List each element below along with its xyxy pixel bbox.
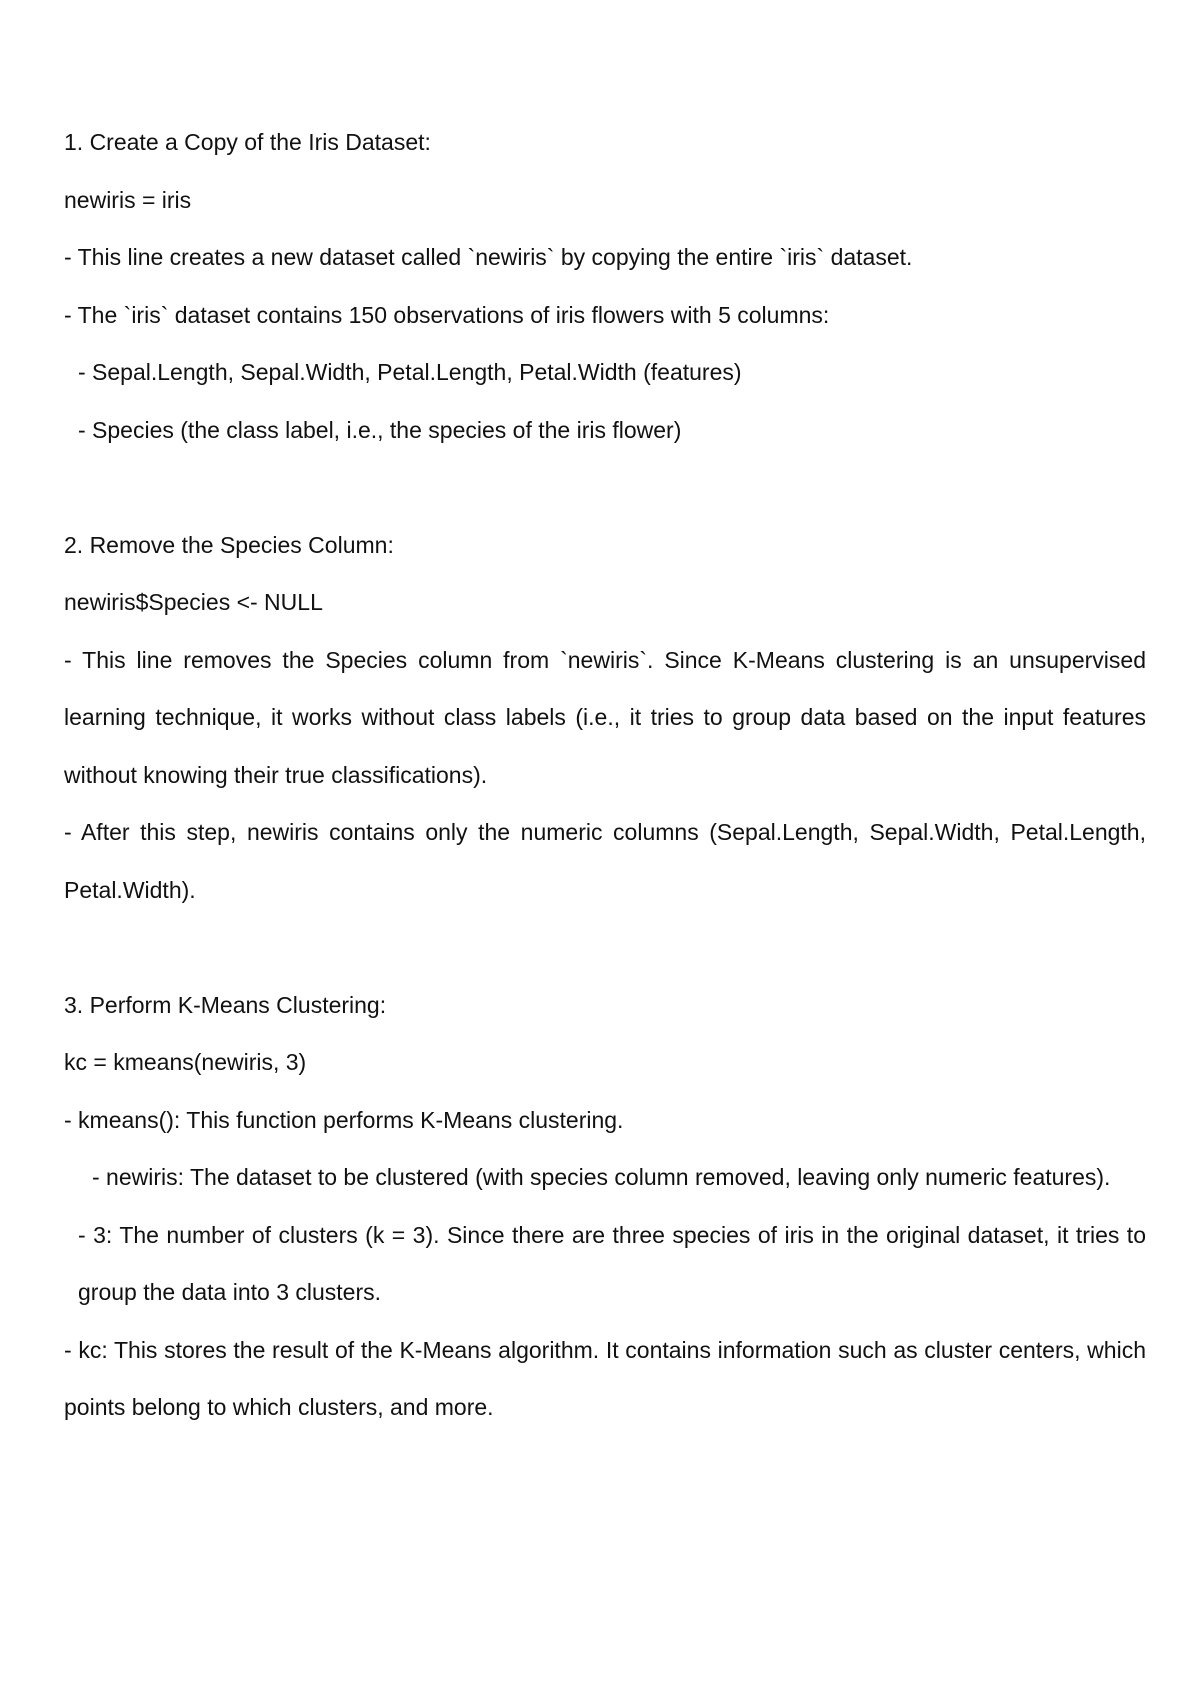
- section-3-code: kc = kmeans(newiris, 3): [64, 1049, 307, 1075]
- section-2-bullet-1: - This line removes the Species column from `newiris`. Since K-Means clustering is an unsupervised learning technique, it works without class labels (i.e., it tries to group data based on the input features without knowing their true classifications).: [64, 646, 1146, 788]
- section-3-bullet-1: - kmeans(): This function performs K-Means clustering.: [64, 1106, 624, 1133]
- section-2-heading: 2. Remove the Species Column:: [64, 531, 394, 558]
- section-1-code: newiris = iris: [64, 186, 192, 213]
- section-spacer: [64, 459, 1146, 517]
- section-1-bullet-1: - This line creates a new dataset called `newiris` by copying the entire `iris` dataset.: [64, 244, 913, 270]
- section-3-heading: 3. Perform K-Means Clustering:: [64, 991, 387, 1018]
- section-1-heading: 1. Create a Copy of the Iris Dataset:: [64, 129, 431, 155]
- section-spacer: [64, 919, 1146, 977]
- section-3-bullet-2: - newiris: The dataset to be clustered (with species column removed, leaving only numeric features).: [92, 1164, 1111, 1190]
- document-page: [64, 114, 1146, 1437]
- section-1-bullet-2: - The `iris` dataset contains 150 observations of iris flowers with 5 columns:: [64, 301, 830, 328]
- section-1-sub-bullet-2: - Species (the class label, i.e., the species of the iris flower): [78, 416, 682, 443]
- section-3-bullet-3: - 3: The number of clusters (k = 3). Since there are three species of iris in the original dataset, it tries to group the data into 3 clusters.: [78, 1221, 1146, 1305]
- section-2-code: newiris$Species <- NULL: [64, 589, 323, 615]
- section-2-bullet-2: - After this step, newiris contains only the numeric columns (Sepal.Length, Sepal.Width, Petal.Length, Petal.Width).: [64, 819, 1146, 903]
- section-3-bullet-4: - kc: This stores the result of the K-Means algorithm. It contains information such as cluster centers, which points belong to which clusters, and more.: [64, 1336, 1146, 1420]
- section-1-sub-bullet-1: - Sepal.Length, Sepal.Width, Petal.Length, Petal.Width (features): [78, 359, 742, 385]
